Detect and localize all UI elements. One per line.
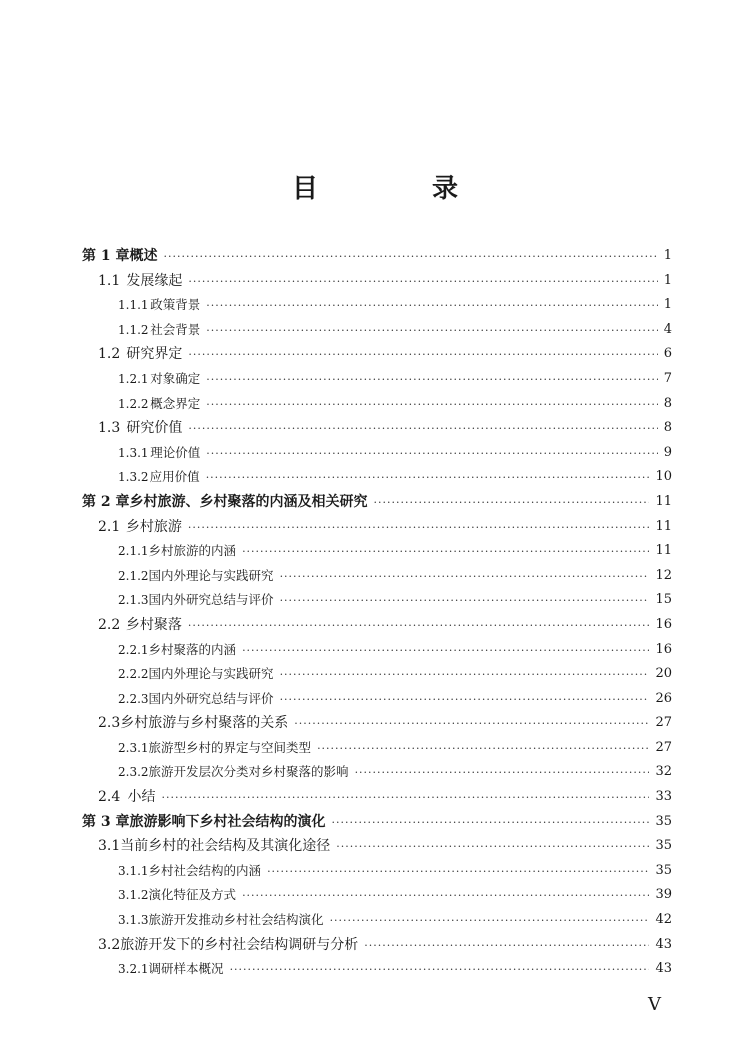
toc-entry[interactable] (82, 441, 672, 466)
toc-entry-page: 42 (655, 912, 672, 928)
toc-entry-number: 3.2.1 (118, 962, 149, 977)
toc-entry-label: 旅游型乡村的界定与空间类型 (148, 739, 312, 755)
toc-entry[interactable] (82, 318, 672, 343)
dot-leader (364, 934, 649, 959)
toc-entry-page: 15 (655, 592, 672, 608)
dot-leader (280, 565, 650, 590)
toc-entry[interactable] (82, 760, 672, 785)
toc-entry-page: 43 (655, 961, 672, 977)
toc-entry-page: 43 (655, 936, 672, 952)
toc-entry-label: 国内外理论与实践研究 (148, 666, 274, 682)
toc-entry-number: 1.2 (98, 346, 121, 363)
toc-entry-label: 旅游开发层次分类对乡村聚落的影响 (148, 764, 349, 780)
dot-leader (242, 639, 649, 664)
dot-leader (294, 712, 649, 737)
toc-entry-label: 乡村旅游、乡村聚落的内涵及相关研究 (129, 493, 368, 510)
toc-entry-number: 3.1.3 (118, 913, 149, 928)
toc-entry-number: 3.1.2 (118, 888, 149, 903)
toc-entry-number: 1.1.2 (118, 322, 149, 337)
table-of-contents (82, 244, 672, 982)
dot-leader (374, 491, 650, 516)
toc-entry-number: 3.1 (98, 838, 121, 855)
toc-entry-label: 小结 (127, 789, 156, 806)
toc-entry-label: 乡村社会结构的内涵 (148, 862, 262, 878)
toc-entry-page: 35 (655, 862, 672, 878)
dot-leader (206, 466, 650, 491)
toc-entry-page: 33 (655, 789, 672, 805)
toc-entry-page: 1 (663, 248, 672, 263)
toc-entry-number: 2.1.1 (118, 544, 149, 559)
toc-entry-page: 26 (655, 690, 672, 706)
toc-entry[interactable] (82, 465, 672, 490)
toc-entry-page: 20 (655, 666, 672, 682)
toc-entry-number: 2.1.2 (118, 568, 149, 583)
toc-entry-page: 11 (655, 518, 672, 534)
toc-entry-number: 1.1.1 (118, 298, 149, 313)
toc-entry-page: 8 (663, 395, 672, 411)
toc-entry[interactable] (82, 564, 672, 589)
toc-entry-page: 11 (655, 543, 672, 559)
toc-entry-label: 乡村旅游与乡村聚落的关系 (120, 715, 289, 732)
toc-entry-label: 调研样本概况 (148, 961, 224, 977)
toc-entry-page: 39 (655, 887, 672, 903)
toc-entry-page: 27 (655, 739, 672, 755)
dot-leader (164, 245, 658, 270)
toc-entry-number: 2.4 (98, 789, 121, 806)
toc-entry[interactable] (82, 810, 672, 835)
toc-entry[interactable] (82, 515, 672, 540)
dot-leader (188, 343, 657, 368)
dot-leader (230, 958, 650, 983)
toc-entry-label: 概念界定 (150, 395, 201, 411)
toc-entry-page: 11 (655, 493, 672, 509)
toc-entry-label: 演化特征及方式 (148, 887, 237, 903)
toc-entry[interactable] (82, 883, 672, 908)
dot-leader (355, 761, 650, 786)
toc-entry[interactable] (82, 908, 672, 933)
dot-leader (242, 884, 649, 909)
toc-entry-label: 旅游影响下乡村社会结构的演化 (129, 813, 326, 830)
toc-entry-label: 国内外理论与实践研究 (148, 567, 274, 583)
toc-entry[interactable] (82, 834, 672, 859)
toc-entry-page: 12 (655, 567, 672, 583)
dot-leader (280, 663, 650, 688)
toc-entry-label: 国内外研究总结与评价 (148, 592, 274, 608)
dot-leader (317, 737, 649, 762)
toc-entry-page: 16 (655, 616, 672, 632)
toc-entry-label: 国内外研究总结与评价 (148, 690, 274, 706)
toc-entry-number: 1.1 (98, 272, 121, 289)
toc-entry[interactable] (82, 416, 672, 441)
dot-leader (206, 442, 657, 467)
toc-entry-number: 2.3 (98, 715, 121, 732)
dot-leader (280, 688, 650, 713)
toc-entry[interactable] (82, 342, 672, 367)
toc-entry-page: 7 (663, 370, 672, 386)
toc-entry[interactable] (82, 588, 672, 613)
toc-entry-label: 应用价值 (149, 469, 200, 485)
toc-entry-label: 社会背景 (150, 321, 201, 337)
toc-entry-number: 第 1 章 (82, 248, 130, 264)
toc-entry-page: 35 (655, 813, 672, 829)
dot-leader (336, 835, 649, 860)
toc-entry-number: 2.2.1 (118, 642, 149, 657)
toc-entry-label: 旅游开发下的乡村社会结构调研与分析 (120, 936, 359, 953)
toc-entry-number: 2.3.1 (118, 740, 149, 755)
toc-entry-label: 理论价值 (150, 444, 201, 460)
dot-leader (206, 319, 657, 344)
page-number: V (648, 994, 661, 1015)
toc-entry-label: 当前乡村的社会结构及其演化途径 (120, 838, 331, 855)
toc-entry[interactable] (82, 957, 672, 982)
toc-entry-page: 1 (663, 297, 672, 313)
page-title: 目 录 (291, 174, 502, 204)
toc-entry-number: 2.1.3 (118, 593, 149, 608)
toc-entry-number: 2.2 (98, 616, 121, 633)
dot-leader (161, 786, 649, 811)
toc-entry-number: 第 3 章 (82, 813, 130, 830)
dot-leader (206, 393, 657, 418)
toc-entry-page: 32 (655, 764, 672, 780)
toc-entry-label: 发展缘起 (126, 272, 183, 289)
toc-entry[interactable] (82, 662, 672, 687)
toc-entry[interactable] (82, 785, 672, 810)
toc-entry-number: 3.2 (98, 936, 121, 953)
dot-leader (332, 811, 650, 836)
toc-entry-page: 6 (663, 346, 672, 362)
dot-leader (206, 368, 657, 393)
toc-entry-page: 9 (663, 444, 672, 460)
toc-entry-number: 2.2.2 (118, 667, 149, 682)
dot-leader (242, 540, 649, 565)
toc-entry[interactable] (82, 490, 672, 515)
toc-entry[interactable] (82, 539, 672, 564)
toc-entry-page: 16 (655, 641, 672, 657)
toc-entry-number: 1.3.1 (118, 445, 149, 460)
toc-entry-label: 概述 (129, 248, 158, 264)
toc-entry-number: 1.2.2 (118, 396, 149, 411)
toc-entry-number: 2.3.2 (118, 765, 149, 780)
toc-entry[interactable] (82, 269, 672, 294)
toc-entry-label: 研究界定 (126, 346, 183, 363)
toc-entry-page: 1 (663, 272, 672, 288)
toc-entry-number: 2.1 (98, 518, 121, 535)
toc-entry-page: 8 (663, 420, 672, 436)
toc-entry-number: 1.3 (98, 420, 121, 437)
toc-entry[interactable] (82, 736, 672, 761)
toc-entry-page: 4 (663, 321, 672, 337)
toc-entry-label: 对象确定 (150, 370, 201, 386)
toc-entry[interactable] (82, 687, 672, 712)
toc-entry-label: 研究价值 (126, 420, 183, 437)
dot-leader (188, 417, 657, 442)
toc-entry-label: 乡村旅游 (125, 518, 182, 535)
toc-entry[interactable] (82, 711, 672, 736)
toc-entry[interactable] (82, 933, 672, 958)
dot-leader (267, 860, 649, 885)
toc-entry[interactable] (82, 367, 672, 392)
toc-entry[interactable] (82, 244, 672, 269)
toc-entry-label: 旅游开发推动乡村社会结构演化 (148, 912, 324, 928)
toc-entry-page: 35 (655, 838, 672, 854)
toc-entry[interactable] (82, 638, 672, 663)
toc-entry-page: 10 (655, 469, 672, 485)
toc-entry-label: 乡村聚落的内涵 (148, 641, 237, 657)
dot-leader (330, 909, 650, 934)
dot-leader (188, 516, 650, 541)
dot-leader (280, 589, 650, 614)
toc-entry-number: 2.2.3 (118, 691, 149, 706)
toc-entry[interactable] (82, 859, 672, 884)
toc-entry-page: 27 (655, 715, 672, 731)
dot-leader (206, 294, 657, 319)
toc-entry-label: 政策背景 (150, 297, 201, 313)
toc-entry[interactable] (82, 293, 672, 318)
toc-entry[interactable] (82, 613, 672, 638)
toc-entry-label: 乡村聚落 (125, 616, 182, 633)
dot-leader (188, 614, 650, 639)
toc-entry-number: 1.2.1 (118, 371, 149, 386)
dot-leader (188, 270, 657, 295)
toc-entry-number: 3.1.1 (118, 863, 149, 878)
toc-entry[interactable] (82, 392, 672, 417)
toc-entry-number: 第 2 章 (82, 493, 130, 510)
toc-entry-number: 1.3.2 (118, 470, 149, 485)
toc-entry-label: 乡村旅游的内涵 (148, 543, 237, 559)
